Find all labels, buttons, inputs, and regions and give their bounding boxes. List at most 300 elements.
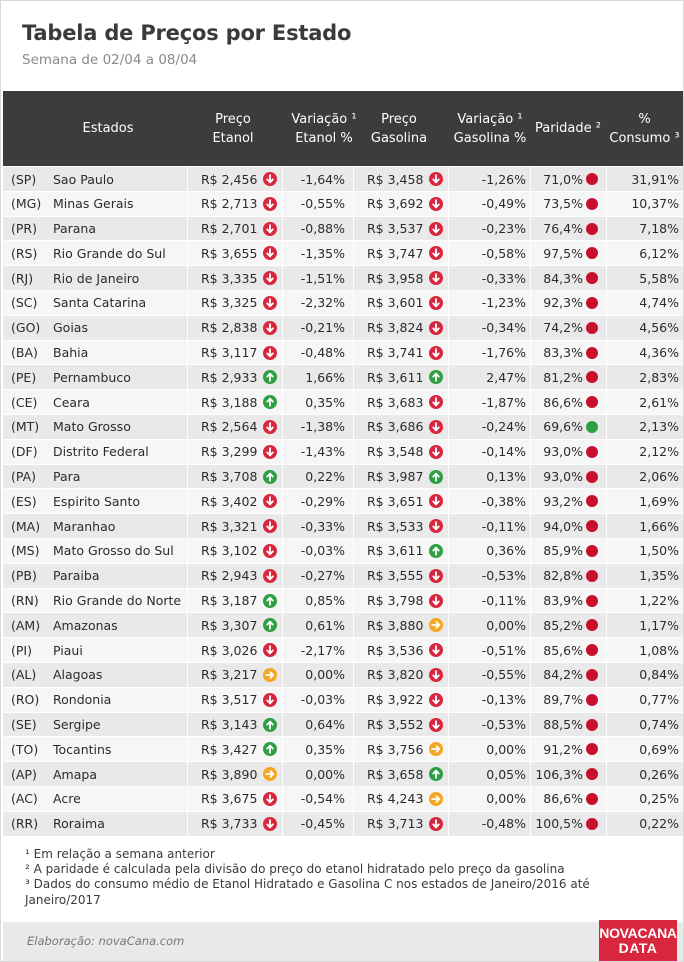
- column-divider: [282, 762, 283, 786]
- parity-value: 89,7%: [543, 692, 583, 708]
- column-divider: [606, 192, 607, 216]
- column-divider: [448, 663, 449, 687]
- gasoline-price: R$ 3,756: [367, 741, 424, 757]
- state-code: (RN): [11, 593, 39, 609]
- arrow-down-icon: [429, 222, 443, 236]
- ethanol-variation: -0,27%: [300, 568, 345, 584]
- column-divider: [530, 465, 531, 489]
- footer-bar: [3, 922, 683, 961]
- column-divider: [606, 415, 607, 439]
- column-divider: [282, 266, 283, 290]
- arrow-down-icon: [263, 792, 277, 806]
- footnote-3: ³ Dados do consumo médio de Etanol Hidratado e Gasolina C nos estados de Janeiro/2016 até Janeiro/2017: [25, 877, 590, 907]
- table-row: [3, 241, 683, 266]
- column-divider: [187, 341, 188, 365]
- arrow-up-icon: [263, 618, 277, 632]
- arrow-down-icon: [263, 271, 277, 285]
- ethanol-price: R$ 3,708: [201, 469, 258, 485]
- ethanol-price: R$ 3,675: [201, 791, 258, 807]
- column-divider: [353, 217, 354, 241]
- column-divider: [448, 341, 449, 365]
- ethanol-variation: -0,33%: [300, 518, 345, 534]
- column-divider: [187, 415, 188, 439]
- ethanol-variation: -0,03%: [300, 692, 345, 708]
- table-row: [3, 390, 683, 415]
- column-divider: [448, 365, 449, 389]
- arrow-down-icon: [429, 172, 443, 186]
- column-divider: [448, 589, 449, 613]
- column-divider: [282, 465, 283, 489]
- ethanol-variation: -0,21%: [300, 320, 345, 336]
- ethanol-variation: -2,17%: [300, 642, 345, 658]
- column-divider: [606, 365, 607, 389]
- column-divider: [187, 167, 188, 191]
- ethanol-price: R$ 3,187: [201, 593, 258, 609]
- column-divider: [606, 564, 607, 588]
- column-divider: [448, 217, 449, 241]
- arrow-down-icon: [429, 569, 443, 583]
- arrow-down-icon: [429, 246, 443, 260]
- gasoline-price: R$ 3,555: [367, 568, 424, 584]
- dot-icon: [586, 322, 598, 334]
- arrow-down-icon: [429, 817, 443, 831]
- page-subtitle: Semana de 02/04 a 08/04: [22, 52, 198, 68]
- column-divider: [187, 539, 188, 563]
- column-divider: [530, 489, 531, 513]
- parity-value: 85,9%: [543, 543, 583, 559]
- footnotes: [25, 847, 665, 908]
- consumption-share: 1,69%: [639, 493, 679, 509]
- dot-icon: [586, 743, 598, 755]
- arrow-up-icon: [263, 395, 277, 409]
- column-divider: [282, 514, 283, 538]
- state-code: (RR): [11, 816, 39, 832]
- column-divider: [530, 713, 531, 737]
- consumption-share: 2,13%: [639, 419, 679, 435]
- arrow-down-icon: [429, 321, 443, 335]
- gasoline-price: R$ 3,692: [367, 196, 424, 212]
- state-code: (RJ): [11, 270, 34, 286]
- column-divider: [353, 192, 354, 216]
- column-divider: [353, 514, 354, 538]
- dot-icon: [586, 272, 598, 284]
- parity-value: 74,2%: [543, 320, 583, 336]
- consumption-share: 1,08%: [639, 642, 679, 658]
- gasoline-variation: -0,51%: [481, 642, 526, 658]
- column-divider: [353, 688, 354, 712]
- column-divider: [530, 589, 531, 613]
- arrow-down-icon: [263, 643, 277, 657]
- column-divider: [606, 241, 607, 265]
- gasoline-variation: 0,00%: [486, 617, 526, 633]
- gasoline-variation: -1,26%: [481, 171, 526, 187]
- column-divider: [187, 465, 188, 489]
- column-divider: [606, 217, 607, 241]
- column-divider: [282, 415, 283, 439]
- arrow-down-icon: [263, 420, 277, 434]
- ethanol-price: R$ 2,933: [201, 369, 258, 385]
- column-divider: [448, 316, 449, 340]
- state-code: (MT): [11, 419, 40, 435]
- column-divider: [282, 713, 283, 737]
- consumption-share: 0,69%: [639, 741, 679, 757]
- state-name: Minas Gerais: [53, 196, 134, 212]
- state-code: (PB): [11, 568, 37, 584]
- gasoline-price: R$ 3,798: [367, 593, 424, 609]
- state-name: Rio Grande do Sul: [53, 245, 166, 261]
- column-divider: [353, 489, 354, 513]
- column-header-estados: Estados: [82, 121, 134, 136]
- ethanol-variation: 0,61%: [305, 617, 345, 633]
- gasoline-variation: 0,13%: [486, 469, 526, 485]
- arrow-down-icon: [429, 420, 443, 434]
- column-divider: [282, 613, 283, 637]
- column-divider: [606, 465, 607, 489]
- gasoline-variation: -0,23%: [481, 221, 526, 237]
- gasoline-price: R$ 3,537: [367, 221, 424, 237]
- parity-value: 94,0%: [543, 518, 583, 534]
- dot-icon: [586, 446, 598, 458]
- gasoline-variation: -1,76%: [481, 345, 526, 361]
- column-divider: [448, 440, 449, 464]
- gasoline-variation: -0,13%: [481, 692, 526, 708]
- ethanol-price: R$ 3,102: [201, 543, 258, 559]
- state-name: Bahia: [53, 345, 89, 361]
- column-divider: [606, 316, 607, 340]
- ethanol-price: R$ 3,517: [201, 692, 258, 708]
- gasoline-price: R$ 3,880: [367, 617, 424, 633]
- consumption-share: 10,37%: [631, 196, 679, 212]
- column-divider: [187, 365, 188, 389]
- arrow-down-icon: [263, 519, 277, 533]
- column-divider: [448, 241, 449, 265]
- gasoline-price: R$ 3,611: [367, 543, 424, 559]
- column-divider: [282, 217, 283, 241]
- dot-icon: [586, 595, 598, 607]
- parity-value: 86,6%: [543, 394, 583, 410]
- dot-icon: [586, 173, 598, 185]
- arrow-down-icon: [429, 494, 443, 508]
- dot-icon: [586, 793, 598, 805]
- column-divider: [530, 192, 531, 216]
- consumption-share: 0,74%: [639, 717, 679, 733]
- ethanol-variation: -1,35%: [300, 245, 345, 261]
- parity-value: 71,0%: [543, 171, 583, 187]
- ethanol-price: R$ 2,838: [201, 320, 258, 336]
- parity-value: 97,5%: [543, 245, 583, 261]
- credit-text: Elaboração: novaCana.com: [27, 934, 185, 948]
- state-name: Parana: [53, 221, 97, 237]
- column-divider: [187, 787, 188, 811]
- ethanol-price: R$ 3,402: [201, 493, 258, 509]
- column-divider: [448, 291, 449, 315]
- arrow-up-icon: [263, 718, 277, 732]
- column-divider: [530, 241, 531, 265]
- arrow-right-icon: [263, 767, 277, 781]
- arrow-down-icon: [263, 222, 277, 236]
- ethanol-variation: -1,51%: [300, 270, 345, 286]
- dot-icon: [586, 223, 598, 235]
- column-divider: [530, 316, 531, 340]
- state-name: Goias: [53, 320, 88, 336]
- ethanol-price: R$ 3,335: [201, 270, 258, 286]
- state-code: (PR): [11, 221, 37, 237]
- gasoline-price: R$ 3,533: [367, 518, 424, 534]
- ethanol-price: R$ 3,117: [201, 345, 258, 361]
- gasoline-price: R$ 3,747: [367, 245, 424, 261]
- parity-value: 76,4%: [543, 221, 583, 237]
- column-divider: [448, 688, 449, 712]
- column-divider: [187, 812, 188, 836]
- column-divider: [448, 192, 449, 216]
- consumption-share: 0,26%: [639, 766, 679, 782]
- consumption-share: 0,25%: [639, 791, 679, 807]
- arrow-down-icon: [263, 296, 277, 310]
- gasoline-price: R$ 3,536: [367, 642, 424, 658]
- state-code: (AM): [11, 617, 41, 633]
- column-divider: [606, 266, 607, 290]
- gasoline-variation: -0,33%: [481, 270, 526, 286]
- gasoline-variation: -0,53%: [481, 568, 526, 584]
- column-divider: [530, 663, 531, 687]
- gasoline-variation: -1,87%: [481, 394, 526, 410]
- table-row: [3, 589, 683, 614]
- column-header-paridade: Paridade ²: [535, 121, 601, 136]
- consumption-share: 2,61%: [639, 394, 679, 410]
- arrow-down-icon: [429, 519, 443, 533]
- gasoline-variation: 2,47%: [486, 369, 526, 385]
- column-divider: [187, 589, 188, 613]
- state-code: (MG): [11, 196, 42, 212]
- dot-icon: [586, 198, 598, 210]
- dot-icon: [586, 694, 598, 706]
- column-divider: [353, 341, 354, 365]
- parity-value: 92,3%: [543, 295, 583, 311]
- gasoline-price: R$ 3,548: [367, 444, 424, 460]
- arrow-right-icon: [263, 668, 277, 682]
- column-divider: [282, 341, 283, 365]
- column-divider: [353, 613, 354, 637]
- dot-icon: [586, 495, 598, 507]
- state-name: Sergipe: [53, 717, 101, 733]
- state-name: Mato Grosso do Sul: [53, 543, 174, 559]
- column-divider: [187, 613, 188, 637]
- gasoline-price: R$ 3,713: [367, 816, 424, 832]
- column-divider: [606, 167, 607, 191]
- column-divider: [606, 663, 607, 687]
- column-divider: [530, 514, 531, 538]
- gasoline-variation: -0,58%: [481, 245, 526, 261]
- gasoline-variation: -0,14%: [481, 444, 526, 460]
- parity-value: 83,9%: [543, 593, 583, 609]
- column-divider: [353, 787, 354, 811]
- state-name: Santa Catarina: [53, 295, 147, 311]
- arrow-up-icon: [263, 742, 277, 756]
- arrow-down-icon: [263, 544, 277, 558]
- state-name: Amazonas: [53, 617, 118, 633]
- column-divider: [530, 688, 531, 712]
- table-row: [3, 266, 683, 291]
- ethanol-price: R$ 2,456: [201, 171, 258, 187]
- arrow-right-icon: [429, 792, 443, 806]
- table-row: [3, 812, 683, 837]
- parity-value: 82,8%: [543, 568, 583, 584]
- column-divider: [187, 291, 188, 315]
- arrow-up-icon: [263, 370, 277, 384]
- column-divider: [448, 489, 449, 513]
- column-divider: [448, 613, 449, 637]
- ethanol-variation: -0,48%: [300, 345, 345, 361]
- column-divider: [353, 589, 354, 613]
- arrow-down-icon: [263, 346, 277, 360]
- column-divider: [187, 762, 188, 786]
- arrow-up-icon: [429, 767, 443, 781]
- ethanol-variation: 0,64%: [305, 717, 345, 733]
- state-name: Rondonia: [53, 692, 112, 708]
- state-code: (RO): [11, 692, 40, 708]
- arrow-down-icon: [429, 668, 443, 682]
- gasoline-variation: -0,53%: [481, 717, 526, 733]
- gasoline-variation: -0,49%: [481, 196, 526, 212]
- state-name: Mato Grosso: [53, 419, 131, 435]
- gasoline-variation: 0,36%: [486, 543, 526, 559]
- state-code: (TO): [11, 741, 39, 757]
- parity-value: 93,0%: [543, 469, 583, 485]
- column-divider: [606, 613, 607, 637]
- consumption-share: 31,91%: [631, 171, 679, 187]
- column-header-variacao-gasolina: Variação ¹ Gasolina %: [453, 111, 527, 146]
- column-divider: [530, 266, 531, 290]
- consumption-share: 2,12%: [639, 444, 679, 460]
- arrow-down-icon: [429, 395, 443, 409]
- dot-icon: [586, 768, 598, 780]
- column-divider: [448, 787, 449, 811]
- column-header-preco-etanol: Preço Etanol: [212, 111, 254, 146]
- consumption-share: 0,77%: [639, 692, 679, 708]
- table-row: [3, 638, 683, 663]
- state-name: Maranhao: [53, 518, 116, 534]
- ethanol-variation: 0,35%: [305, 394, 345, 410]
- column-divider: [606, 539, 607, 563]
- state-name: Espirito Santo: [53, 493, 141, 509]
- column-header-variacao-etanol: Variação ¹ Etanol %: [291, 111, 357, 146]
- column-divider: [448, 812, 449, 836]
- ethanol-price: R$ 2,943: [201, 568, 258, 584]
- gasoline-price: R$ 3,658: [367, 766, 424, 782]
- ethanol-variation: -1,64%: [300, 171, 345, 187]
- parity-value: 84,3%: [543, 270, 583, 286]
- consumption-share: 7,18%: [639, 221, 679, 237]
- column-divider: [530, 564, 531, 588]
- column-divider: [353, 167, 354, 191]
- column-divider: [282, 167, 283, 191]
- column-divider: [187, 713, 188, 737]
- table-row: [3, 663, 683, 688]
- column-divider: [530, 291, 531, 315]
- state-code: (AP): [11, 766, 37, 782]
- column-divider: [353, 365, 354, 389]
- column-divider: [353, 465, 354, 489]
- arrow-up-icon: [429, 370, 443, 384]
- ethanol-price: R$ 3,655: [201, 245, 258, 261]
- column-divider: [606, 489, 607, 513]
- arrow-right-icon: [429, 742, 443, 756]
- arrow-down-icon: [429, 693, 443, 707]
- column-header-consumo: % Consumo ³: [609, 111, 680, 146]
- column-divider: [282, 192, 283, 216]
- table-row: [3, 341, 683, 366]
- column-divider: [353, 812, 354, 836]
- dot-icon: [586, 471, 598, 483]
- dot-icon: [586, 297, 598, 309]
- gasoline-price: R$ 3,922: [367, 692, 424, 708]
- column-header-preco-gasolina: Preço Gasolina: [370, 111, 428, 146]
- table-row: [3, 737, 683, 762]
- consumption-share: 4,74%: [639, 295, 679, 311]
- dot-icon: [586, 371, 598, 383]
- column-divider: [282, 787, 283, 811]
- state-code: (MA): [11, 518, 41, 534]
- column-divider: [282, 663, 283, 687]
- column-divider: [353, 564, 354, 588]
- column-divider: [282, 390, 283, 414]
- column-divider: [353, 638, 354, 662]
- state-name: Distrito Federal: [53, 444, 149, 460]
- state-code: (SE): [11, 717, 37, 733]
- gasoline-variation: -0,55%: [481, 667, 526, 683]
- parity-value: 85,6%: [543, 642, 583, 658]
- consumption-share: 6,12%: [639, 245, 679, 261]
- gasoline-price: R$ 3,683: [367, 394, 424, 410]
- column-divider: [187, 266, 188, 290]
- dot-icon: [586, 644, 598, 656]
- consumption-share: 1,50%: [639, 543, 679, 559]
- parity-value: 86,6%: [543, 791, 583, 807]
- column-divider: [448, 762, 449, 786]
- column-divider: [606, 514, 607, 538]
- column-divider: [282, 688, 283, 712]
- column-divider: [282, 291, 283, 315]
- parity-value: 88,5%: [543, 717, 583, 733]
- gasoline-variation: 0,00%: [486, 741, 526, 757]
- column-divider: [606, 440, 607, 464]
- ethanol-price: R$ 3,733: [201, 816, 258, 832]
- gasoline-variation: -1,23%: [481, 295, 526, 311]
- state-code: (RS): [11, 245, 38, 261]
- column-divider: [353, 539, 354, 563]
- column-divider: [448, 465, 449, 489]
- column-divider: [606, 341, 607, 365]
- gasoline-variation: -0,38%: [481, 493, 526, 509]
- column-divider: [187, 316, 188, 340]
- column-divider: [353, 663, 354, 687]
- consumption-share: 1,66%: [639, 518, 679, 534]
- table-row: [3, 539, 683, 564]
- consumption-share: 5,58%: [639, 270, 679, 286]
- ethanol-variation: 0,00%: [305, 766, 345, 782]
- table-row: [3, 713, 683, 738]
- table-row: [3, 613, 683, 638]
- gasoline-price: R$ 3,651: [367, 493, 424, 509]
- table-row: [3, 192, 683, 217]
- ethanol-variation: -0,03%: [300, 543, 345, 559]
- column-divider: [353, 415, 354, 439]
- state-code: (AL): [11, 667, 37, 683]
- table-row: [3, 688, 683, 713]
- parity-value: 69,6%: [543, 419, 583, 435]
- column-divider: [282, 440, 283, 464]
- ethanol-price: R$ 3,143: [201, 717, 258, 733]
